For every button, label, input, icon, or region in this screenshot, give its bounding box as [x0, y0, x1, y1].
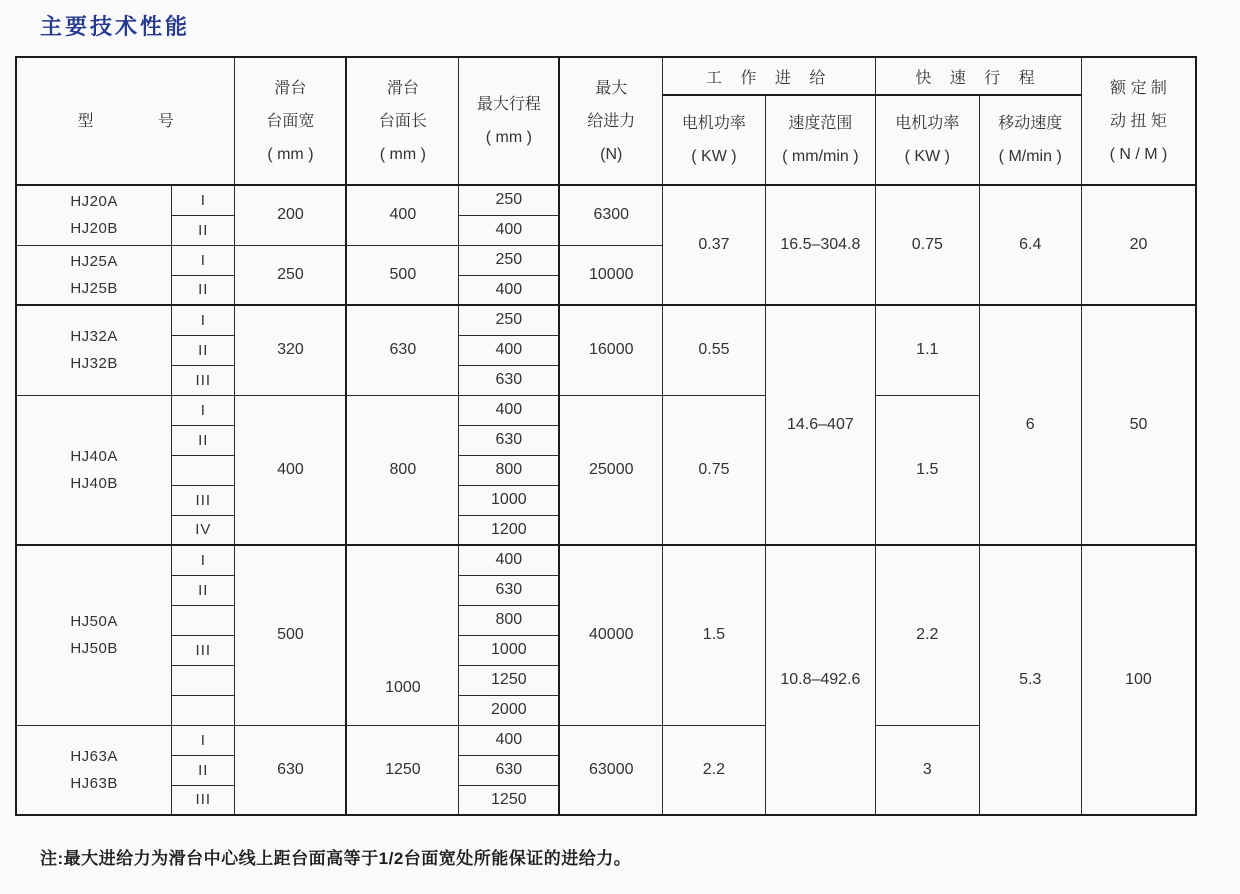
hj25-length: 500	[346, 245, 458, 305]
shared-torque-hj20-25: 20	[1081, 185, 1196, 305]
hj50-length: 1000	[346, 545, 458, 725]
hj40-variant-1: I	[172, 395, 235, 425]
hj63-stroke-3: 1250	[459, 785, 559, 815]
hj63-stroke-1: 400	[459, 725, 559, 755]
hj50-stroke-4: 1000	[459, 635, 559, 665]
hj40-model-cell: HJ40A HJ40B	[16, 395, 172, 545]
header-move-speed: 移动速度 ( M/min )	[979, 95, 1081, 185]
header-speed-range: 速度范围 ( mm/min )	[765, 95, 875, 185]
table-header	[16, 57, 1196, 185]
hj40-stroke-1: 400	[459, 395, 559, 425]
shared-move-speed-hj20-25: 6.4	[979, 185, 1081, 305]
hj50-stroke-3: 800	[459, 605, 559, 635]
shared-move-speed-hj32-40: 6	[979, 305, 1081, 545]
hj40-variant-blank	[172, 455, 235, 485]
hj63-work-power: 2.2	[663, 725, 765, 815]
hj32-variant-2: II	[172, 335, 235, 365]
hj40-stroke-4: 1000	[459, 485, 559, 515]
hj32-work-power: 0.55	[663, 305, 765, 395]
hj63-stroke-2: 630	[459, 755, 559, 785]
header-model	[16, 57, 235, 185]
table-row	[16, 305, 1196, 335]
hj25-width: 250	[235, 245, 346, 305]
hj50-variant-blank-2	[172, 665, 235, 695]
hj50-stroke-2: 630	[459, 575, 559, 605]
hj20-stroke-2: 400	[459, 215, 559, 245]
hj32-model-cell: HJ32A HJ32B	[16, 305, 172, 395]
hj40-width: 400	[235, 395, 346, 545]
hj40-variant-4: IV	[172, 515, 235, 545]
hj25-model-cell: HJ25A HJ25B	[16, 245, 172, 305]
hj50-stroke-1: 400	[459, 545, 559, 575]
hj50-variant-blank-1	[172, 605, 235, 635]
hj63-force: 63000	[559, 725, 662, 815]
header-slide-width: 滑台 台面宽 ( mm )	[235, 57, 346, 185]
table-body	[16, 185, 1196, 815]
hj25-force: 10000	[559, 245, 662, 305]
shared-speed-range-hj20-25: 16.5–304.8	[765, 185, 875, 305]
hj63-rapid-power: 3	[876, 725, 979, 815]
hj50-force: 40000	[559, 545, 662, 725]
hj32-rapid-power: 1.1	[876, 305, 979, 395]
specs-table	[15, 56, 1197, 816]
hj40-stroke-2: 630	[459, 425, 559, 455]
hj63-variant-1: I	[172, 725, 235, 755]
hj25-stroke-2: 400	[459, 275, 559, 305]
hj50-work-power: 1.5	[663, 545, 765, 725]
shared-move-speed-hj50-63: 5.3	[979, 545, 1081, 815]
header-rapid-motor-power: 电机功率 ( KW )	[876, 95, 979, 185]
page-title: 主要技术性能	[40, 14, 191, 39]
hj63-variant-3: III	[172, 785, 235, 815]
hj50-stroke-5: 1250	[459, 665, 559, 695]
hj40-variant-2: II	[172, 425, 235, 455]
hj32-variant-1: I	[172, 305, 235, 335]
hj63-model-cell: HJ63A HJ63B	[16, 725, 172, 815]
hj40-stroke-3: 800	[459, 455, 559, 485]
header-model-label: 型 号	[77, 112, 204, 130]
shared-torque-hj50-63: 100	[1081, 545, 1196, 815]
hj50-width: 500	[235, 545, 346, 725]
hj50-variant-3: III	[172, 635, 235, 665]
hj50-rapid-power: 2.2	[876, 545, 979, 725]
hj40-stroke-5: 1200	[459, 515, 559, 545]
hj20-model-cell: HJ20A HJ20B	[16, 185, 172, 245]
hj25-variant-2: II	[172, 275, 235, 305]
hj40-length: 800	[346, 395, 458, 545]
hj20-stroke-1: 250	[459, 185, 559, 215]
hj63-variant-2: II	[172, 755, 235, 785]
table-row	[16, 545, 1196, 575]
footnote: 注:最大进给力为滑台中心线上距台面高等于1/2台面宽处所能保证的进给力。	[40, 849, 632, 868]
hj50-model-cell: HJ50A HJ50B	[16, 545, 172, 725]
hj63-width: 630	[235, 725, 346, 815]
header-work-feed-group: 工 作 进 给	[663, 57, 876, 95]
table-row	[16, 185, 1196, 215]
shared-speed-range-hj50-63: 10.8–492.6	[765, 545, 875, 815]
hj32-stroke-2: 400	[459, 335, 559, 365]
hj32-width: 320	[235, 305, 346, 395]
hj50-variant-blank-3	[172, 695, 235, 725]
hj32-force: 16000	[559, 305, 662, 395]
hj40-work-power: 0.75	[663, 395, 765, 545]
hj20-force: 6300	[559, 185, 662, 245]
header-max-stroke: 最大行程 ( mm )	[459, 57, 559, 185]
shared-torque-hj32-40: 50	[1081, 305, 1196, 545]
hj20-variant-2: II	[172, 215, 235, 245]
hj50-stroke-6: 2000	[459, 695, 559, 725]
hj40-variant-3: III	[172, 485, 235, 515]
hj25-variant-1: I	[172, 245, 235, 275]
hj32-stroke-3: 630	[459, 365, 559, 395]
header-torque: 额 定 制 动 扭 矩 ( N / M )	[1081, 57, 1196, 185]
shared-work-power-hj20-25: 0.37	[663, 185, 765, 305]
hj32-stroke-1: 250	[459, 305, 559, 335]
shared-rapid-power-hj20-25: 0.75	[876, 185, 979, 305]
hj50-variant-1: I	[172, 545, 235, 575]
shared-speed-range-hj32-40: 14.6–407	[765, 305, 875, 545]
hj20-width: 200	[235, 185, 346, 245]
hj20-length: 400	[346, 185, 458, 245]
hj40-rapid-power: 1.5	[876, 395, 979, 545]
hj63-length: 1250	[346, 725, 458, 815]
header-max-force: 最大 给进力 (N)	[559, 57, 662, 185]
hj20-variant-1: I	[172, 185, 235, 215]
header-slide-length: 滑台 台面长 ( mm )	[346, 57, 458, 185]
hj32-length: 630	[346, 305, 458, 395]
hj32-variant-3: III	[172, 365, 235, 395]
header-work-motor-power: 电机功率 ( KW )	[663, 95, 765, 185]
hj40-force: 25000	[559, 395, 662, 545]
hj25-stroke-1: 250	[459, 245, 559, 275]
hj50-variant-2: II	[172, 575, 235, 605]
header-rapid-travel-group: 快 速 行 程	[876, 57, 1082, 95]
